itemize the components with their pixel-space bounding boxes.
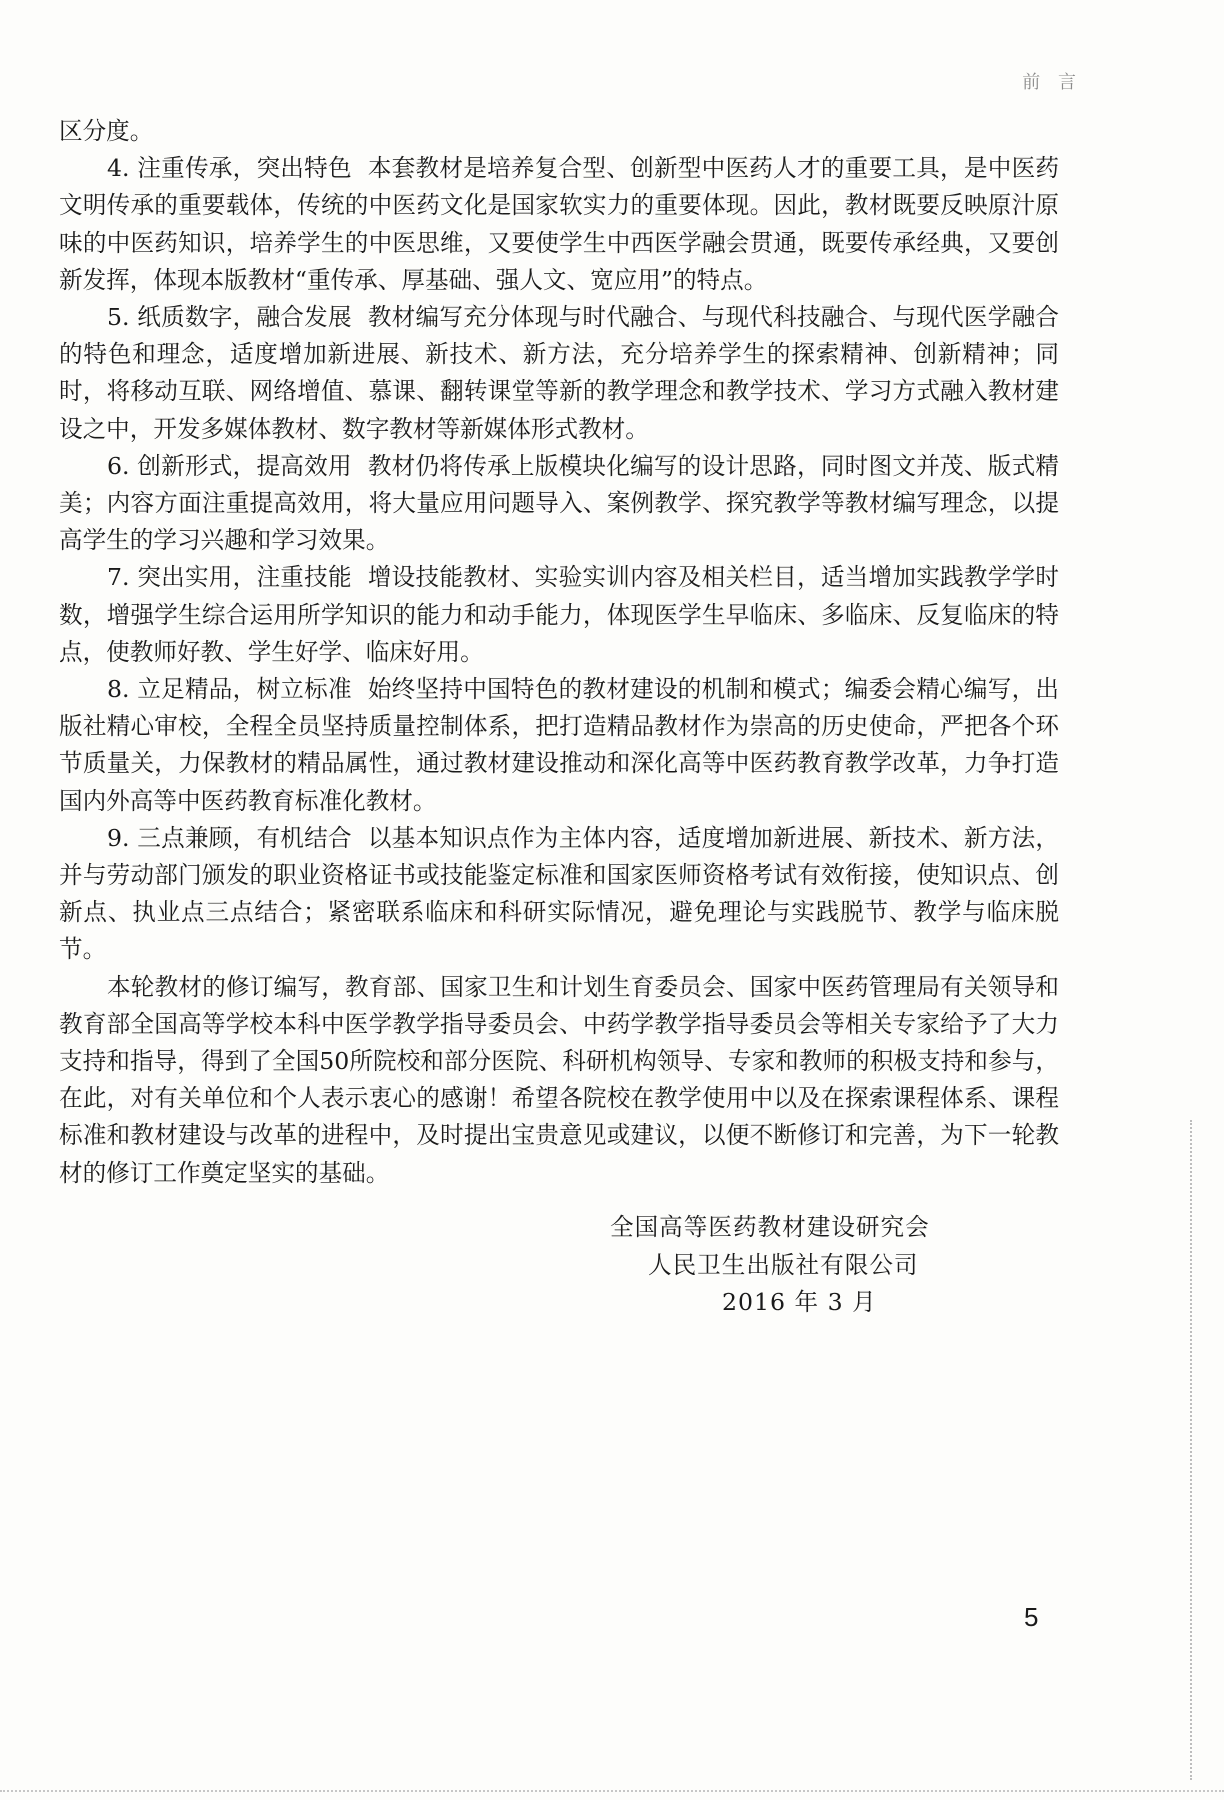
- paragraph-body: 本轮教材的修订编写，教育部、国家卫生和计划生育委员会、国家中医药管理局有关领导和教育部全国高等学校本科中医学教学指导委员会、中药学教学指导委员会等相关专家给予了大力支持和指导，得到了全国50所院校和部分医院、科研机构领导、专家和教师的积极支持和参与，在此，对有关单位和个人表示衷心的感谢！希望各院校在教学使用中以及在探索课程体系、课程标准和教材建设与改革的进程中，及时提出宝贵意见或建议，以便不断修订和完善，为下一轮教材的修订工作奠定坚实的基础。: [59, 972, 1059, 1187]
- paragraph-point-4: [59, 150, 1059, 299]
- paragraph-lead: 6. 创新形式，提高效用: [107, 451, 352, 480]
- paragraph-lead: 5. 纸质数字，融合发展: [107, 303, 352, 332]
- paragraph-lead: 8. 立足精品，树立标准: [107, 675, 352, 704]
- paragraph-body: 增设技能教材、实验实训内容及相关栏目，适当增加实践教学学时数，增强学生综合运用所学知识的能力和动手能力，体现医学生早临床、多临床、反复临床的特点，使教师好教、学生好学、临床好用。: [59, 563, 1060, 666]
- body-text: [59, 113, 1059, 1192]
- paragraph-point-8: [59, 671, 1059, 820]
- paragraph-acknowledgement: [59, 969, 1059, 1192]
- scan-artifact-bottom-edge: [0, 1790, 1224, 1792]
- paragraph-lead: 7. 突出实用，注重技能: [107, 563, 352, 592]
- signature-date: 2016 年 3 月: [722, 1288, 877, 1317]
- paragraph-point-7: [59, 559, 1059, 671]
- signature-org-2: 人民卫生出版社有限公司: [648, 1250, 919, 1279]
- paragraph-lead: 9. 三点兼顾，有机结合: [107, 823, 352, 852]
- paragraph-body: 教材仍将传承上版模块化编写的设计思路，同时图文并茂、版式精美；内容方面注重提高效用，将大量应用问题导入、案例教学、探究教学等教材编写理念，以提高学生的学习兴趣和学习效果。: [59, 451, 1060, 555]
- paragraph-body: 始终坚持中国特色的教材建设的机制和模式；编委会精心编写，出版社精心审校，全程全员坚持质量控制体系，把打造精品教材作为崇高的历史使命，严把各个环节质量关，力保教材的精品属性，通过教材建设推动和深化高等中医药教育教学改革，力争打造国内外高等中医药教育标准化教材。: [59, 675, 1060, 815]
- signature-org-1: 全国高等医药教材建设研究会: [610, 1213, 930, 1241]
- running-head: 前 言: [1022, 72, 1082, 93]
- paragraph-point-9: [59, 820, 1059, 969]
- paragraph-body: 本套教材是培养复合型、创新型中医药人才的重要工具，是中医药文明传承的重要载体，传统的中医药文化是国家软实力的重要体现。因此，教材既要反映原汁原味的中医药知识，培养学生的中医思维，又要使学生中西医学融会贯通，既要传承经典，又要创新发挥，体现本版教材“重传承、厚基础、强人文、宽应用”的特点。: [59, 154, 1060, 294]
- paragraph-continuation: [59, 113, 1059, 150]
- signature-block: [560, 1209, 980, 1322]
- scan-artifact-right-edge: [1190, 1120, 1192, 1780]
- paragraph-body: 区分度。: [59, 117, 154, 145]
- page-number: 5: [1024, 1602, 1039, 1632]
- paragraph-point-5: [59, 299, 1059, 448]
- paragraph-point-6: [59, 448, 1059, 560]
- paragraph-body: 教材编写充分体现与时代融合、与现代科技融合、与现代医学融合的特色和理念，适度增加新进展、新技术、新方法，充分培养学生的探索精神、创新精神；同时，将移动互联、网络增值、慕课、翻转课堂等新的教学理念和教学技术、学习方式融入教材建设之中，开发多媒体教材、数字教材等新媒体形式教材。: [59, 303, 1060, 443]
- paragraph-body: 以基本知识点作为主体内容，适度增加新进展、新技术、新方法，并与劳动部门颁发的职业资格证书或技能鉴定标准和国家医师资格考试有效衔接，使知识点、创新点、执业点三点结合；紧密联系临床和科研实际情况，避免理论与实践脱节、教学与临床脱节。: [59, 823, 1060, 964]
- paragraph-lead: 4. 注重传承，突出特色: [107, 154, 352, 183]
